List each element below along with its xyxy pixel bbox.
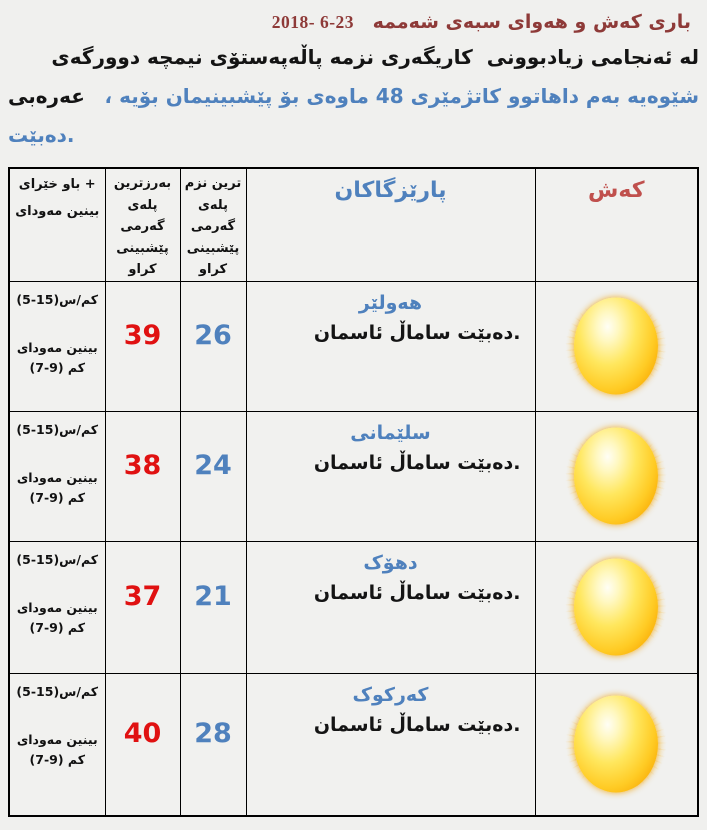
weather-cell [535, 541, 698, 673]
city-name: هەولێر [358, 291, 423, 314]
intro-line3: .دەبێت [8, 123, 75, 147]
header-low-temp [180, 168, 246, 281]
header-high-l4: پێشبینی [116, 240, 169, 256]
wind-speed: کم/س(15-5) [16, 291, 99, 307]
weather-cell [535, 673, 698, 816]
header-low-l2: پلەی [198, 197, 228, 213]
visibility-label: بینین مەودای [16, 339, 98, 355]
title-date: 2018- 6-23 [271, 12, 355, 32]
high-temp-value: 40 [105, 673, 180, 816]
intro-paragraph [8, 38, 699, 155]
low-temp-value: 21 [180, 541, 246, 673]
wind-info [9, 281, 105, 411]
header-weather: کەش [535, 168, 698, 281]
header-low-l5: کراو [198, 262, 228, 277]
sun-icon [549, 283, 683, 409]
header-high-l1: بەرزترین [113, 176, 172, 191]
high-temp-value: 37 [105, 541, 180, 673]
intro-line2 [8, 77, 699, 116]
header-low-l1: ترین نزم [184, 176, 242, 191]
sun-icon [549, 681, 683, 807]
visibility-label: بینین مەودای [16, 599, 98, 615]
wind-info [9, 673, 105, 816]
province-cell [246, 541, 535, 673]
visibility-range: کم (9-7) [29, 619, 85, 635]
province-cell [246, 673, 535, 816]
header-high-l5: کراو [128, 262, 157, 277]
city-name: کەرکوک [352, 683, 429, 706]
wind-speed: کم/س(15-5) [16, 551, 99, 567]
header-high-temp [105, 168, 180, 281]
wind-info [9, 411, 105, 541]
table-row [9, 411, 698, 541]
table-row [9, 281, 698, 411]
wind-info [9, 541, 105, 673]
weather-table [8, 167, 699, 817]
sun-icon [549, 413, 683, 539]
visibility-range: کم (9-7) [29, 751, 85, 767]
title-text: باری کەش و هەوای سبەی شەممە [372, 11, 691, 33]
weather-cell [535, 281, 698, 411]
condition-text: .دەبێت ساماڵ ئاسمان [313, 581, 521, 604]
intro-line2-blue: شێوەیە بەم داهاتوو کاتژمێری 48 ماوەی بۆ پێشبینیمان بۆیە ، [104, 84, 699, 108]
visibility-range: کم (9-7) [29, 359, 85, 375]
header-wind-line2: بینین مەودای [15, 204, 100, 219]
city-name: دهۆک [363, 551, 418, 574]
header-wind-line1: + باو خێرای [18, 177, 96, 192]
header-low-l3: گەرمی [190, 219, 236, 234]
condition-text: .دەبێت ساماڵ ئاسمان [313, 713, 521, 736]
intro-line2-black: عەرەبی [8, 84, 85, 108]
low-temp-value: 24 [180, 411, 246, 541]
visibility-range: کم (9-7) [29, 489, 85, 505]
header-provinces: پارێزگاکان [246, 168, 535, 281]
header-low-l4: پێشبینی [186, 240, 240, 256]
sun-icon [549, 544, 683, 670]
header-row [9, 168, 698, 281]
high-temp-value: 39 [105, 281, 180, 411]
page-title [0, 0, 707, 33]
header-high-l3: گەرمی [120, 219, 165, 234]
city-name: سلێمانی [350, 421, 431, 444]
header-wind-visibility [9, 168, 105, 281]
condition-text: .دەبێت ساماڵ ئاسمان [313, 321, 521, 344]
header-high-l2: پلەی [127, 197, 158, 213]
visibility-label: بینین مەودای [16, 469, 98, 485]
weather-cell [535, 411, 698, 541]
wind-speed: کم/س(15-5) [16, 683, 99, 699]
intro-line1: لە ئەنجامی زیادبوونی کاریگەری نزمە پاڵەپەستۆی نیمچە دوورگەی [51, 45, 699, 69]
condition-text: .دەبێت ساماڵ ئاسمان [313, 451, 521, 474]
low-temp-value: 26 [180, 281, 246, 411]
low-temp-value: 28 [180, 673, 246, 816]
province-cell [246, 411, 535, 541]
province-cell [246, 281, 535, 411]
high-temp-value: 38 [105, 411, 180, 541]
table-row [9, 673, 698, 816]
table-row [9, 541, 698, 673]
visibility-label: بینین مەودای [16, 731, 98, 747]
wind-speed: کم/س(15-5) [16, 421, 99, 437]
